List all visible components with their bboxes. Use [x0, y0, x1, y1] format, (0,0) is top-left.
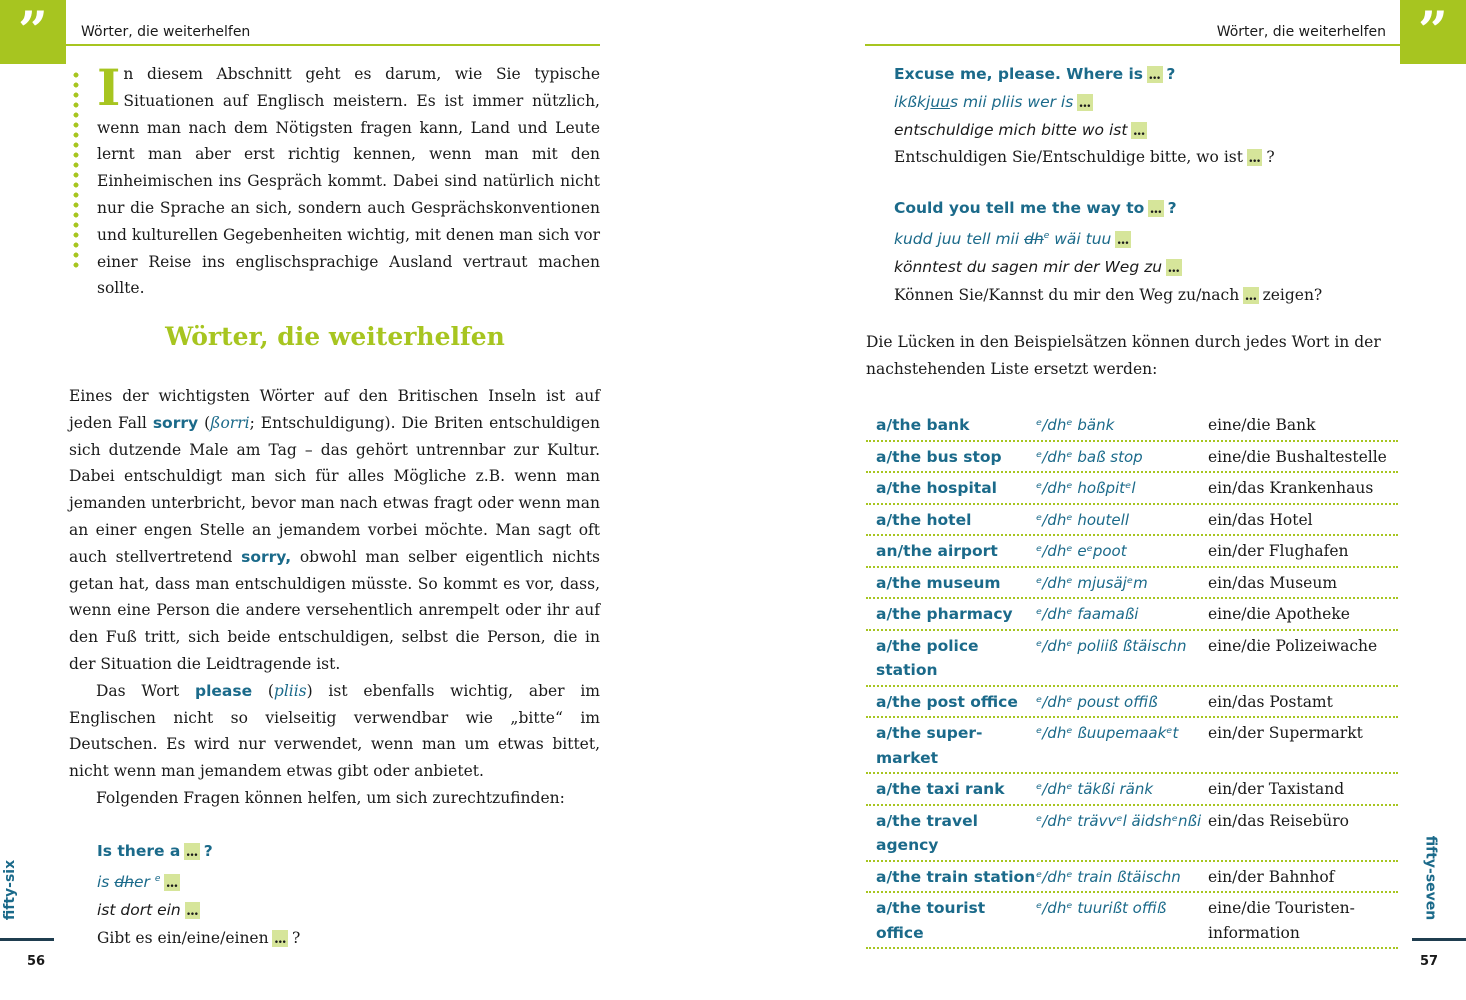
- vocab-german: ein/das Reisebüro: [1208, 811, 1349, 830]
- vocab-pronunciation: ᵉ/dhᵉ poust offiß: [1036, 692, 1158, 711]
- quote-mark-badge: [0, 0, 66, 64]
- table-row: [866, 599, 1398, 631]
- vocab-english: a/the super-market: [876, 724, 983, 767]
- header-rule-right: [865, 44, 1400, 46]
- vocab-pronunciation: ᵉ/dhᵉ mjusäjᵉm: [1036, 573, 1148, 592]
- side-label-right: fifty-seven: [1422, 835, 1439, 921]
- pronunciation-please: pliis: [273, 681, 307, 700]
- vocab-pronunciation: ᵉ/dhᵉ baß stop: [1036, 447, 1143, 466]
- drop-cap: I: [97, 58, 121, 117]
- side-tab-right: [1412, 938, 1466, 941]
- vocab-english: a/the hotel: [876, 510, 972, 529]
- page-number-left: 56: [27, 954, 46, 969]
- vocab-english: a/the post office: [876, 692, 1018, 711]
- vocab-german: ein/der Supermarkt: [1208, 724, 1363, 742]
- quote-mark-badge-right: [1400, 0, 1466, 64]
- table-row: [866, 631, 1398, 687]
- vocab-english: a/the bank: [876, 416, 970, 434]
- phrase-literal: könntest du sagen mir der Weg zu: [894, 257, 1163, 276]
- table-row: [866, 410, 1398, 442]
- vocab-pronunciation: ᵉ/dhᵉ poliiß ßtäischn: [1036, 636, 1187, 655]
- list-intro: Die Lücken in den Beispielsätzen können durch jedes Wort in der nachstehenden Liste ersetzt werden:: [866, 333, 1381, 378]
- table-row: [866, 568, 1398, 600]
- keyword-sorry: sorry: [152, 413, 199, 432]
- dotted-margin-line: [73, 70, 79, 270]
- phrase-english: Excuse me, please. Where is: [894, 65, 1144, 83]
- vocab-german: ein/das Museum: [1208, 573, 1338, 592]
- vocab-german: eine/die Touristen-information: [1208, 899, 1355, 942]
- phrase-pronunciation: ikßkjuus mii pliis wer is: [894, 92, 1074, 111]
- vocab-pronunciation: ᵉ/dhᵉ train ßtäischn: [1036, 867, 1181, 886]
- keyword-please: please: [194, 681, 253, 700]
- phrase-way-to: Could you tell me the way to ... ? kudd juu tell mii $dh^e$ wäi tuu ... könntest du sagen mir der Weg zu ... Können Sie/Kannst du mir den Weg zu/nach ... zeigen?: [894, 199, 1323, 304]
- phrase-literal: entschuldige mich bitte wo ist: [894, 120, 1128, 139]
- phrase-english: Is there a: [97, 842, 181, 860]
- vocab-pronunciation: ᵉ/dhᵉ houtell: [1036, 510, 1129, 529]
- running-head-right: Wörter, die weiterhelfen: [1216, 24, 1386, 40]
- paragraph-please: Das Wort please (pliis) ist ebenfalls wichtig, aber im Englischen nicht so vielseitig verwendbar wie „bitte“ im Deutschen. Es wird nur verwendet, wenn man um etwas bittet, nicht wenn man jemandem etwas gibt oder anbietet.: [69, 681, 600, 781]
- pronunciation-sorry: ßorri: [210, 413, 250, 432]
- phrase-pronunciation: kudd juu tell mii $dh^e$ wäi tuu: [894, 229, 1112, 248]
- quote-mark-icon: ”: [1418, 1, 1448, 62]
- vocab-german: ein/der Taxistand: [1208, 780, 1345, 798]
- vocab-german: ein/der Flughafen: [1208, 542, 1349, 560]
- phrase-is-there: Is there a ... ? is dher $^e$ ... ist dort ein ... Gibt es ein/eine/einen ... ?: [97, 842, 301, 947]
- paragraph-questions: Folgenden Fragen können helfen, um sich zurechtzufinden:: [96, 788, 565, 807]
- vocab-english: a/the hospital: [876, 479, 997, 497]
- gap-marker: ...: [186, 843, 198, 860]
- intro-paragraph: [97, 58, 600, 302]
- table-row: [866, 473, 1398, 505]
- vocab-english: a/the train station: [876, 867, 1036, 886]
- vocab-german: eine/die Polizeiwache: [1208, 636, 1378, 655]
- table-row: [866, 687, 1398, 719]
- vocab-german: ein/das Postamt: [1208, 692, 1333, 711]
- vocab-english: a/the tourist office: [876, 899, 986, 942]
- phrase-literal: ist dort ein: [97, 900, 181, 919]
- table-row: [866, 774, 1398, 806]
- vocab-german: eine/die Bushaltestelle: [1208, 447, 1387, 466]
- quote-mark-icon: ”: [18, 1, 48, 62]
- phrase-pronunciation: is dher $^e$: [97, 872, 161, 891]
- table-row: [866, 893, 1398, 949]
- body-paragraphs: [69, 383, 600, 812]
- paragraph-sorry: Eines der wichtigsten Wörter auf den Britischen Inseln ist auf jeden Fall sorry (ßorri; Entschuldigung). Die Briten entschuldigen sich dutzende Male am Tag – das gehört untrennbar zur Kultur. Dabei entschuldigt man sich für alles Mögliche z.B. wenn man jemanden unterbricht, bevor man nach etwas fragt oder wenn man an einer engen Stelle an jemandem vorbei möchte. Man sagt oft auch stellvertretend sorry, obwohl man selber eigentlich nichts getan hat, dass man entschuldigen müsste. So kommt es vor, dass, wenn eine Person die andere versehentlich anrempelt oder ihr auf den Fuß tritt, sich beide entschuldigen, selbst die Person, die in der Situation die Leidtragende ist.: [69, 387, 600, 673]
- vocab-pronunciation: ᵉ/dhᵉ ßuupemaakᵉt: [1036, 724, 1179, 742]
- vocab-german: ein/das Krankenhaus: [1208, 479, 1374, 497]
- table-row: [866, 806, 1398, 862]
- vocab-english: a/the pharmacy: [876, 605, 1013, 623]
- vocab-pronunciation: ᵉ/dhᵉ faamaßi: [1036, 605, 1139, 623]
- vocab-english: an/the airport: [876, 542, 998, 560]
- vocab-pronunciation: ᵉ/dhᵉ hoßpitᵉl: [1036, 479, 1136, 497]
- phrase-german: Gibt es ein/eine/einen: [97, 928, 269, 947]
- vocab-german: ein/das Hotel: [1208, 510, 1313, 529]
- side-tab-left: [0, 938, 54, 941]
- vocab-german: eine/die Apotheke: [1208, 605, 1350, 623]
- running-head: Wörter, die weiterhelfen: [81, 24, 251, 40]
- vocab-german: eine/die Bank: [1208, 416, 1316, 434]
- table-row: [866, 862, 1398, 894]
- page-number-right: 57: [1420, 954, 1439, 969]
- vocab-english: a/the bus stop: [876, 447, 1002, 466]
- intro-text: n diesem Abschnitt geht es darum, wie Sie typische Situationen auf Englisch meistern. Es ist immer nützlich, wenn man nach dem Nötigsten fragen kann, Land und Leute lernt man aber erst richtig kennen, wenn man mit den Einheimischen ins Gespräch kommt. Dabei sind natürlich nicht nur die Sprache an sich, sondern auch Gesprächskonventionen und kulturellen Gegebenheiten wichtig, mit denen man sich vor einer Reise ins englischsprachige Ausland vertraut machen sollte.: [97, 65, 600, 298]
- vocab-english: a/the taxi rank: [876, 780, 1005, 798]
- vocab-german: ein/der Bahnhof: [1208, 867, 1335, 886]
- phrase-excuse-me: Excuse me, please. Where is ... ? ikßkjuus mii pliis wer is ... entschuldige mich bitte wo ist ... Entschuldigen Sie/Entschuldige bitte, wo ist ... ?: [894, 65, 1275, 167]
- header-rule: [66, 44, 600, 46]
- vocab-pronunciation: ᵉ/dhᵉ täkßi ränk: [1036, 780, 1154, 798]
- vocab-pronunciation: ᵉ/dhᵉ bänk: [1036, 416, 1115, 434]
- section-title: Wörter, die weiterhelfen: [165, 322, 505, 351]
- vocab-pronunciation: ᵉ/dhᵉ eᵉpoot: [1036, 542, 1127, 560]
- vocab-pronunciation: ᵉ/dhᵉ tuurißt offiß: [1036, 899, 1167, 917]
- table-row: [866, 536, 1398, 568]
- vocab-english: a/the travel agency: [876, 811, 978, 854]
- table-row: [866, 718, 1398, 774]
- keyword-sorry-2: sorry,: [241, 547, 292, 566]
- vocab-english: a/the police station: [876, 636, 979, 679]
- phrase-english: Could you tell me the way to: [894, 199, 1145, 217]
- table-row: [866, 442, 1398, 474]
- vocabulary-table: [866, 410, 1398, 949]
- vocab-pronunciation: ᵉ/dhᵉ trävvᵉl äidshᵉnßi: [1036, 811, 1202, 830]
- phrase-german: Entschuldigen Sie/Entschuldige bitte, wo ist: [894, 148, 1243, 167]
- phrase-german: Können Sie/Kannst du mir den Weg zu/nach: [894, 285, 1240, 304]
- side-label-left: fifty-six: [2, 859, 19, 921]
- vocab-english: a/the museum: [876, 573, 1001, 592]
- table-row: [866, 505, 1398, 537]
